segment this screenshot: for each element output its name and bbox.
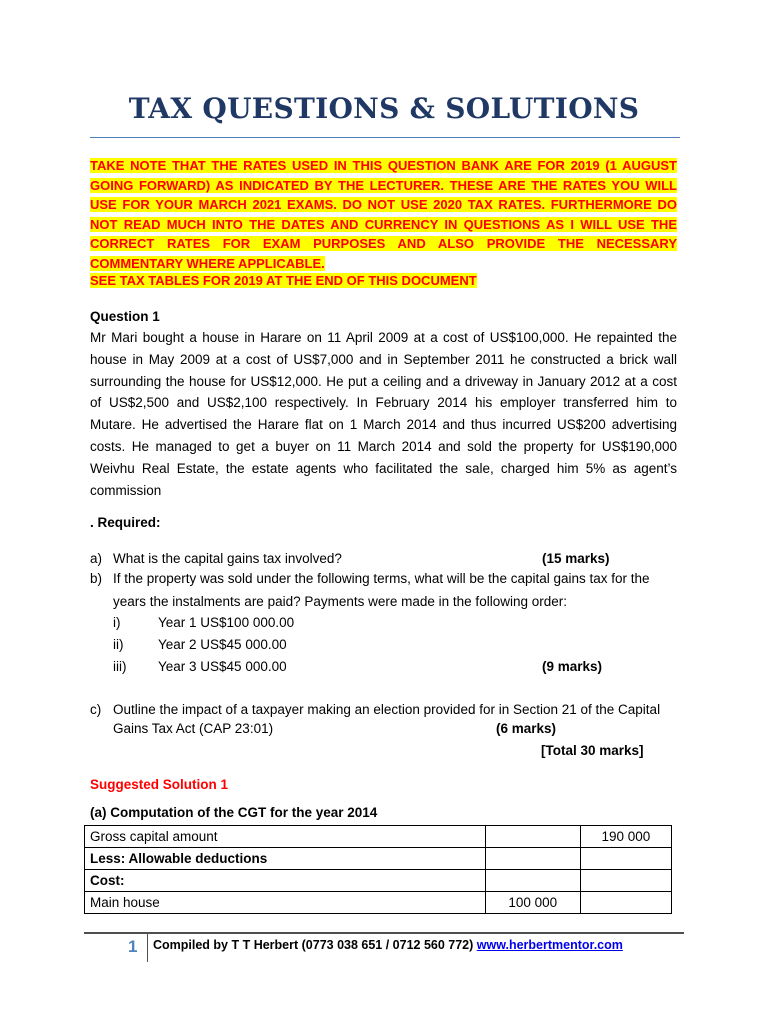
table-row bbox=[85, 848, 672, 870]
solution-heading: Suggested Solution 1 bbox=[90, 777, 229, 792]
row-label: Cost: bbox=[85, 870, 486, 892]
required-label: . Required: bbox=[90, 515, 161, 530]
table-row bbox=[85, 826, 672, 848]
instalment-number: ii) bbox=[113, 637, 124, 652]
part-a-text: What is the capital gains tax involved? bbox=[113, 551, 342, 566]
tax-tables-note bbox=[90, 271, 477, 290]
row-amount bbox=[485, 870, 580, 892]
question-body: Mr Mari bought a house in Harare on 11 April 2009 at a cost of US$100,000. He repainted the house in May 2009 at a cost of US$7,000 and in September 2011 he constructed a brick wall surrounding the house for US$12,000. He put a ceiling and a driveway in January 2012 at a cost of US$2,500 and US$2,100 respectively. In February 2014 his employer transferred him to Mutare. He advertised the Harare flat on 1 March 2014 and thus incurred US$200 advertising costs. He managed to get a buyer on 11 March 2014 and sold the property for US$190,000 Weivhu Real Estate, the estate agents who facilitated the sale, charged him 5% as agent’s commission bbox=[90, 330, 677, 498]
document-title: TAX QUESTIONS & SOLUTIONS bbox=[128, 92, 640, 125]
part-c-marks: (6 marks) bbox=[496, 721, 557, 736]
row-label: Less: Allowable deductions bbox=[85, 848, 486, 870]
rates-notice bbox=[90, 156, 677, 273]
page-number: 1 bbox=[128, 937, 138, 956]
question-heading: Question 1 bbox=[90, 309, 160, 324]
part-a-label: a) bbox=[90, 551, 103, 566]
row-total bbox=[580, 892, 671, 914]
title-underline bbox=[90, 137, 680, 138]
footer-separator bbox=[147, 934, 148, 962]
part-b-label: b) bbox=[90, 571, 103, 586]
row-total bbox=[580, 870, 671, 892]
total-marks: [Total 30 marks] bbox=[541, 743, 644, 758]
instalment-number: i) bbox=[113, 615, 121, 630]
part-b-text-line2: years the instalments are paid? Payments were made in the following order: bbox=[113, 594, 567, 609]
row-total: 190 000 bbox=[580, 826, 671, 848]
table-row bbox=[85, 892, 672, 914]
footer-credit-text: Compiled by T T Herbert (0773 038 651 / 0712 560 772) bbox=[153, 938, 477, 952]
part-b-marks: (9 marks) bbox=[542, 659, 603, 674]
instalment-text: Year 3 US$45 000.00 bbox=[158, 659, 287, 674]
instalment-text: Year 2 US$45 000.00 bbox=[158, 637, 287, 652]
instalment-number: iii) bbox=[113, 659, 127, 674]
footer-divider bbox=[84, 932, 684, 934]
row-amount bbox=[485, 826, 580, 848]
rates-notice-text: TAKE NOTE THAT THE RATES USED IN THIS QUESTION BANK ARE FOR 2019 (1 AUGUST GOING FORWARD) AS INDICATED BY THE LECTURER. THESE ARE THE RATES YOU WILL USE FOR YOUR MARCH 2021 EXAMS. DO NOT USE 2020 TAX RATES. FURTHERMORE DO NOT READ MUCH INTO THE DATES AND CURRENCY IN QUESTIONS AS I WILL USE THE CORRECT RATES FOR EXAM PURPOSES AND ALSO PROVIDE THE NECESSARY COMMENTARY WHERE APPLICABLE. bbox=[90, 158, 677, 271]
table-row bbox=[85, 870, 672, 892]
row-label: Main house bbox=[85, 892, 486, 914]
part-a-marks: (15 marks) bbox=[542, 551, 610, 566]
footer-credit bbox=[153, 938, 623, 952]
row-label: Gross capital amount bbox=[85, 826, 486, 848]
part-c-label: c) bbox=[90, 702, 102, 717]
part-b-text-line1: If the property was sold under the following terms, what will be the capital gains tax for the bbox=[113, 571, 650, 586]
website-link[interactable]: www.herbertmentor.com bbox=[476, 938, 623, 952]
part-c-text-line2: Gains Tax Act (CAP 23:01) bbox=[113, 721, 274, 736]
cgt-computation-table bbox=[84, 825, 672, 914]
row-amount bbox=[485, 848, 580, 870]
tax-tables-note-text: SEE TAX TABLES FOR 2019 AT THE END OF THIS DOCUMENT bbox=[90, 273, 477, 288]
row-amount: 100 000 bbox=[485, 892, 580, 914]
row-total bbox=[580, 848, 671, 870]
part-c-text-line1: Outline the impact of a taxpayer making an election provided for in Section 21 of the Capital bbox=[113, 702, 661, 717]
instalment-text: Year 1 US$100 000.00 bbox=[158, 615, 295, 630]
computation-heading: (a) Computation of the CGT for the year 2014 bbox=[90, 805, 378, 820]
